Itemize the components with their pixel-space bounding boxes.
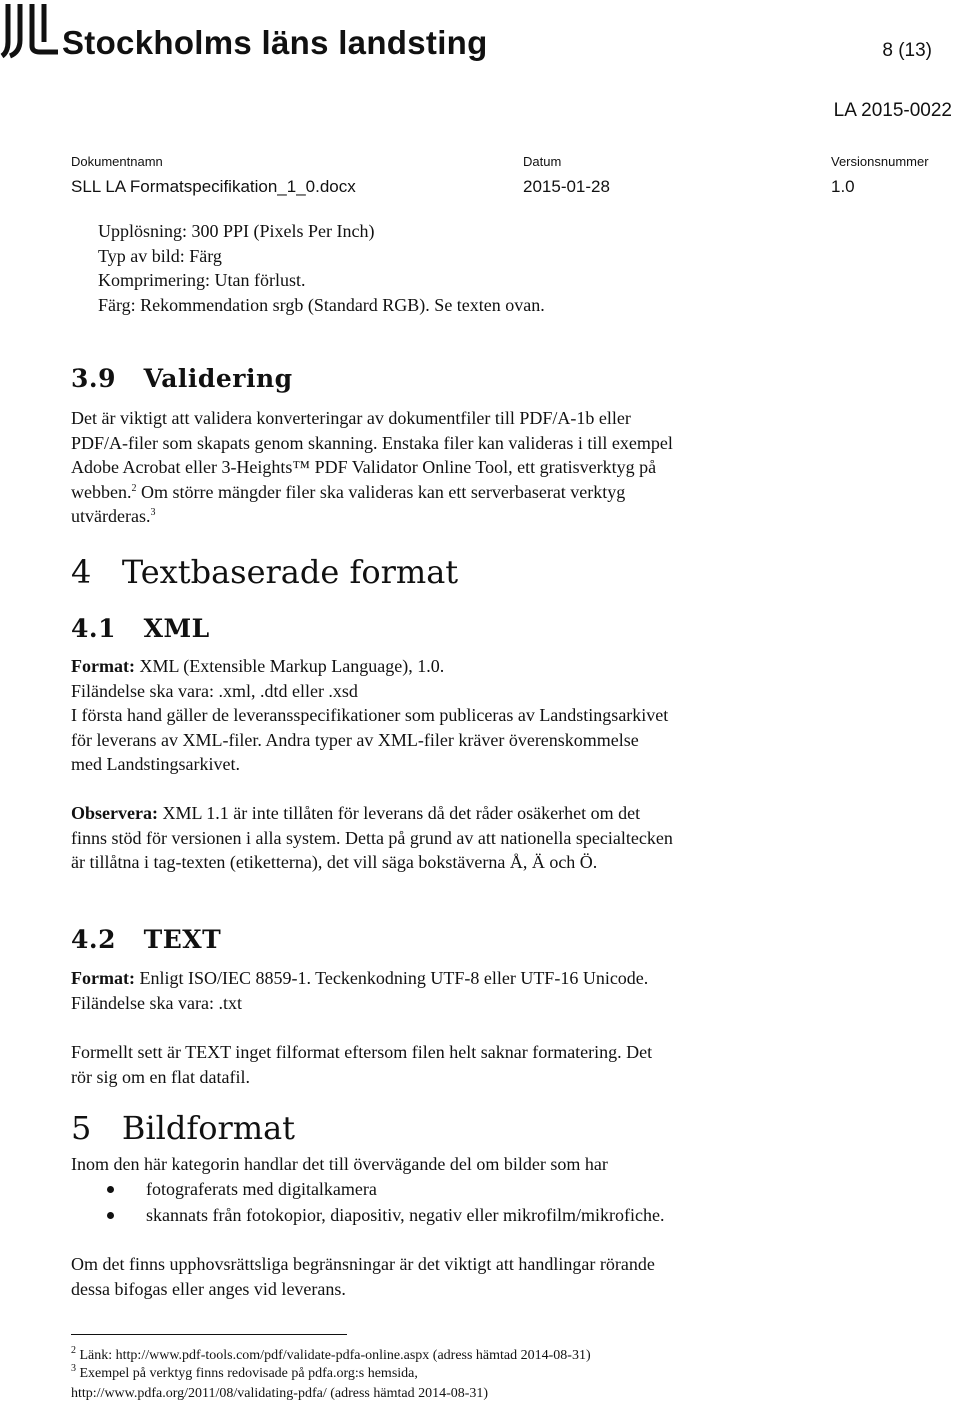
paragraph-line: Det är viktigt att validera konverteringar av dokumentfiler till PDF/A-1b eller xyxy=(71,408,631,428)
paragraph-line: rör sig om en flat datafil. xyxy=(71,1066,250,1087)
extension-line: Filändelse ska vara: .xml, .dtd eller .xsd xyxy=(71,680,358,701)
bullet-icon xyxy=(107,1212,114,1219)
text-block xyxy=(71,966,648,1015)
footnote-3 xyxy=(71,1363,418,1382)
format-value: XML (Extensible Markup Language), 1.0. xyxy=(134,656,445,676)
line-text: webben. xyxy=(71,481,132,502)
format-line xyxy=(71,654,668,679)
bildformat-intro: Inom den här kategorin handlar det till övervägande del om bilder som har xyxy=(71,1154,608,1174)
paragraph-line: Adobe Acrobat eller 3-Heights™ PDF Validator Online Tool, ett gratisverktyg på xyxy=(71,457,657,477)
doc-name-label: Dokumentnamn xyxy=(71,154,163,169)
page-number: 8 (13) xyxy=(882,40,932,61)
paragraph-line: I första hand gäller de leveransspecifikationer som publiceras av Landstingsarkivet xyxy=(71,705,669,725)
xml-block xyxy=(71,654,668,777)
text-paragraph xyxy=(71,1040,652,1089)
bullet-icon xyxy=(107,1186,114,1193)
footnote-separator xyxy=(71,1334,347,1335)
observe-label: Observera: xyxy=(71,803,158,823)
date-label: Datum xyxy=(523,154,562,169)
footnote-text: Exempel på verktyg finns redovisade på pdfa.org:s hemsida, xyxy=(76,1366,418,1381)
footnote-2 xyxy=(71,1345,591,1364)
format-label: Format: xyxy=(71,968,135,988)
footnote-ref-3[interactable]: 3 xyxy=(150,507,156,518)
observe-line xyxy=(71,801,673,826)
paragraph-line: Formellt sett är TEXT inget filformat eftersom filen helt saknar formatering. Det xyxy=(71,1042,653,1062)
paragraph-line: för leverans av XML-filer. Andra typer av XML-filer kräver överenskommelse xyxy=(71,729,639,750)
paragraph-line: dessa bifogas eller anges vid leverans. xyxy=(71,1278,346,1299)
paragraph-line: Om det finns upphovsrättsliga begränsningar är det viktigt att handlingar rörande xyxy=(71,1254,655,1274)
list-item: skannats från fotokopior, diapositiv, negativ eller mikrofilm/mikrofiche. xyxy=(146,1205,665,1225)
section-4-heading: 4 Textbaserade format xyxy=(71,553,459,591)
footnote-number: 2 xyxy=(71,1345,76,1356)
intro-block xyxy=(98,219,545,317)
footnote-3-link[interactable]: http://www.pdfa.org/2011/08/validating-pdfa/ (adress hämtad 2014-08-31) xyxy=(71,1386,489,1401)
paragraph-line xyxy=(71,504,673,529)
paragraph-line: med Landstingsarkivet. xyxy=(71,754,240,774)
intro-line: Upplösning: 300 PPI (Pixels Per Inch) xyxy=(98,221,375,241)
xml-observe-block xyxy=(71,801,673,875)
paragraph-line xyxy=(71,480,673,505)
doc-reference: LA 2015-0022 xyxy=(833,100,952,121)
bildformat-paragraph xyxy=(71,1252,655,1301)
extension-line: Filändelse ska vara: .txt xyxy=(71,992,242,1013)
format-label: Format: xyxy=(71,656,135,676)
line-text: utvärderas. xyxy=(71,506,151,526)
paragraph-line: PDF/A-filer som skapats genom skanning. Enstaka filer kan valideras i till exempel xyxy=(71,432,673,453)
paragraph-line: finns stöd för versionen i alla system. Detta på grund av att nationella specialtecken xyxy=(71,827,673,848)
footnote-number: 3 xyxy=(71,1363,76,1374)
doc-name: SLL LA Formatspecifikation_1_0.docx xyxy=(71,177,356,196)
paragraph-line: är tillåtna i tag-texten (etiketterna), det vill säga bokstäverna Å, Ä och Ö. xyxy=(71,852,598,872)
version-label: Versionsnummer xyxy=(831,154,929,169)
observe-value: XML 1.1 är inte tillåten för leverans då det råder osäkerhet om det xyxy=(157,803,641,823)
section-5-heading: 5 Bildformat xyxy=(71,1109,296,1147)
date-value: 2015-01-28 xyxy=(523,177,610,196)
format-value: Enligt ISO/IEC 8859-1. Teckenkodning UTF-8 eller UTF-16 Unicode. xyxy=(134,968,649,988)
validering-paragraph xyxy=(71,406,673,529)
line-text: Om större mängder filer ska valideras kan ett serverbaserat verktyg xyxy=(136,481,626,502)
list-item: fotograferats med digitalkamera xyxy=(146,1179,377,1199)
intro-line: Färg: Rekommendation srgb (Standard RGB). Se texten ovan. xyxy=(98,294,545,315)
version-value: 1.0 xyxy=(831,177,855,196)
intro-line: Komprimering: Utan förlust. xyxy=(98,270,306,290)
section-3-9-heading: 3.9 Validering xyxy=(71,364,293,393)
format-line xyxy=(71,966,648,991)
org-name: Stockholms läns landsting xyxy=(62,24,488,61)
intro-line: Typ av bild: Färg xyxy=(98,245,222,266)
footnote-ref-2[interactable]: 2 xyxy=(131,482,137,494)
footnote-text[interactable]: Länk: http://www.pdf-tools.com/pdf/validate-pdfa-online.aspx (adress hämtad 2014-08-31) xyxy=(76,1348,591,1363)
section-4-1-heading: 4.1 XML xyxy=(71,614,210,643)
logo-mark-icon xyxy=(0,0,60,60)
org-logo xyxy=(0,0,60,60)
section-4-2-heading: 4.2 TEXT xyxy=(71,925,222,954)
